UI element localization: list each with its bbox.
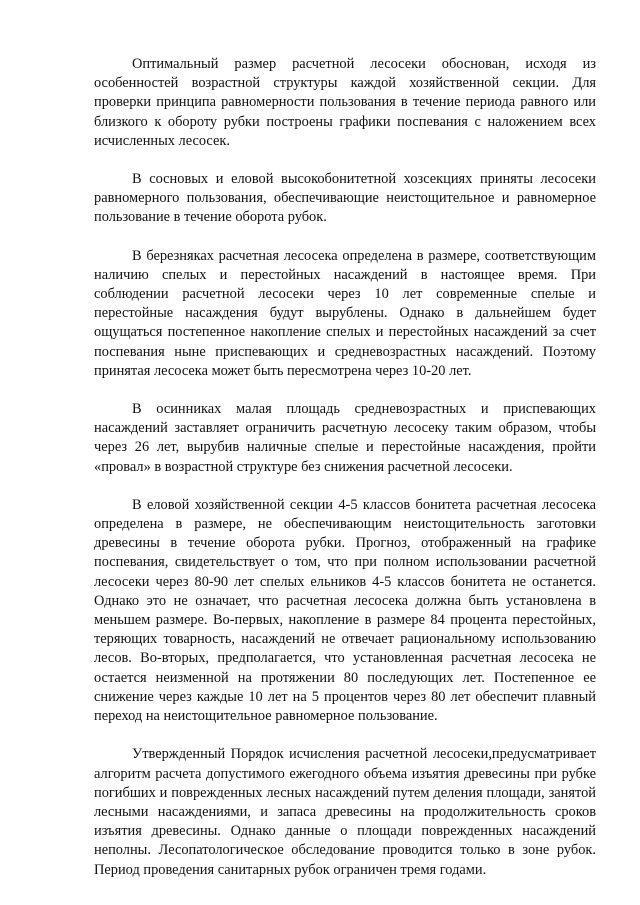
document-page <box>94 55 596 880</box>
paragraph-optimal-cut-size: Оптимальный размер расчетной лесосеки обоснован, исходя из особенностей возрастной структуры каждой хозяйственной секции. Для проверки принципа равномерности пользования в течение периода равного или близкого к обороту рубки построены графики поспевания с наложением всех исчисленных лесосек. <box>94 56 596 149</box>
paragraph-spruce-low-site-class: В еловой хозяйственной секции 4-5 классов бонитета расчетная лесосека определена в размере, не обеспечивающим неистощительность заготовки древесины в течение оборота рубки. Прогноз, отображенный на графике поспевания, свидетельствует о том, что при полном использовании расчетной лесосеки через 80-90 лет спелых ельников 4-5 классов бонитета не останется. Однако это не означает, что расчетная лесосека должна быть установлена в меньшем размере. Во-первых, накопление в размере 84 процента перестойных, теряющих товарность, насаждений не отвечает рациональному использованию лесов. Во-вторых, предполагается, что установленная расчетная лесосека не остается неизменной на протяжении 80 последующих лет. Постепенное ее снижение через каждые 10 лет на 5 процентов через 80 лет обеспечит плавный переход на неистощительное равномерное пользование. <box>94 496 596 725</box>
paragraph-pine-spruce-sections: В сосновых и еловой высокобонитетной хозсекциях приняты лесосеки равномерного пользования, обеспечивающие неистощительное и равномерное пользование в течение оборота рубок. <box>94 171 596 226</box>
paragraph-approved-procedure: Утвержденный Порядок исчисления расчетной лесосеки,предусматривает алгоритм расчета допустимого ежегодного объема изъятия древесины при рубке погибших и поврежденных лесных насаждений путем деления площади, занятой лесными насаждениями, и запаса древесины на продолжительность сроков изъятия древесины. Однако данные о площади поврежденных насаждений неполны. Лесопатологическое обследование проводится только в зоне рубок. Период проведения санитарных рубок ограничен тремя годами. <box>94 746 596 878</box>
paragraph-birch-stands: В березняках расчетная лесосека определена в размере, соответствующим наличию спелых и перестойных насаждений в настоящее время. При соблюдении расчетной лесосеки через 10 лет современные спелые и перестойные насаждения будут вырублены. Однако в дальнейшем будет ощущаться постепенное накопление спелых и перестойных насаждений за счет поспевания ныне приспевающих и средневозрастных насаждений. Поэтому принятая лесосека может быть пересмотрена через 10-20 лет. <box>94 247 596 379</box>
paragraph-aspen-stands: В осинниках малая площадь средневозрастных и приспевающих насаждений заставляет ограничить расчетную лесосеку таким образом, чтобы через 26 лет, вырубив наличные спелые и перестойные насаждения, пройти «провал» в возрастной структуре без снижения расчетной лесосеки. <box>94 401 596 475</box>
